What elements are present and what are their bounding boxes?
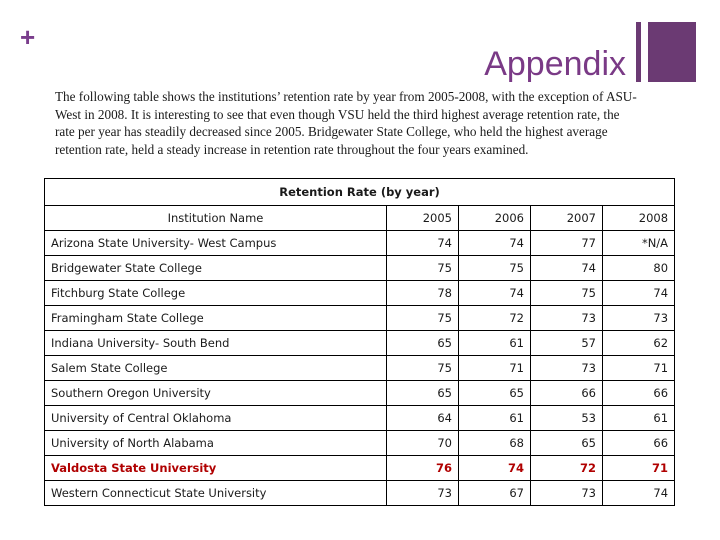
rate-cell: 80 <box>603 256 675 281</box>
rate-cell: 57 <box>531 331 603 356</box>
rate-cell: 65 <box>387 381 459 406</box>
rate-cell: 77 <box>531 231 603 256</box>
rate-cell: 74 <box>531 256 603 281</box>
rate-cell: 75 <box>459 256 531 281</box>
rate-cell: 75 <box>387 256 459 281</box>
rate-cell: 73 <box>531 481 603 506</box>
rate-cell: 66 <box>603 431 675 456</box>
table-row <box>45 481 675 506</box>
rate-cell: 53 <box>531 406 603 431</box>
rate-cell: 72 <box>531 456 603 481</box>
rate-cell: 73 <box>531 356 603 381</box>
retention-table <box>44 178 675 506</box>
table-row <box>45 406 675 431</box>
rate-cell: 74 <box>603 281 675 306</box>
rate-cell: 65 <box>387 331 459 356</box>
institution-name-cell: Arizona State University- West Campus <box>45 231 387 256</box>
rate-cell: 71 <box>603 356 675 381</box>
header-2008: 2008 <box>603 206 675 231</box>
rate-cell: 73 <box>531 306 603 331</box>
rate-cell: 71 <box>603 456 675 481</box>
header-2007: 2007 <box>531 206 603 231</box>
rate-cell: 78 <box>387 281 459 306</box>
slide-title: Appendix <box>484 45 626 83</box>
table-row <box>45 381 675 406</box>
table-row <box>45 456 675 481</box>
rate-cell: 66 <box>603 381 675 406</box>
table-row <box>45 306 675 331</box>
header-2005: 2005 <box>387 206 459 231</box>
institution-name-cell: Salem State College <box>45 356 387 381</box>
rate-cell: 70 <box>387 431 459 456</box>
table-row <box>45 281 675 306</box>
table-caption: Retention Rate (by year) <box>45 179 675 206</box>
table-row <box>45 231 675 256</box>
institution-name-cell: Fitchburg State College <box>45 281 387 306</box>
rate-cell: 61 <box>603 406 675 431</box>
table-row <box>45 431 675 456</box>
plus-icon: + <box>20 22 36 52</box>
rate-cell: 75 <box>387 306 459 331</box>
institution-name-cell: Southern Oregon University <box>45 381 387 406</box>
accent-bar-thin <box>636 22 641 82</box>
rate-cell: 61 <box>459 406 531 431</box>
institution-name-cell: University of Central Oklahoma <box>45 406 387 431</box>
rate-cell: 73 <box>603 306 675 331</box>
accent-bar-thick <box>648 22 696 82</box>
rate-cell: 74 <box>459 231 531 256</box>
rate-cell: 66 <box>531 381 603 406</box>
institution-name-cell: Western Connecticut State University <box>45 481 387 506</box>
rate-cell: *N/A <box>603 231 675 256</box>
institution-name-cell: Valdosta State University <box>45 456 387 481</box>
rate-cell: 73 <box>387 481 459 506</box>
caption-row <box>45 179 675 206</box>
rate-cell: 68 <box>459 431 531 456</box>
rate-cell: 64 <box>387 406 459 431</box>
rate-cell: 75 <box>387 356 459 381</box>
rate-cell: 62 <box>603 331 675 356</box>
table-row <box>45 256 675 281</box>
institution-name-cell: Indiana University- South Bend <box>45 331 387 356</box>
rate-cell: 72 <box>459 306 531 331</box>
rate-cell: 75 <box>531 281 603 306</box>
rate-cell: 67 <box>459 481 531 506</box>
rate-cell: 74 <box>387 231 459 256</box>
rate-cell: 74 <box>459 281 531 306</box>
table-row <box>45 331 675 356</box>
rate-cell: 74 <box>603 481 675 506</box>
rate-cell: 76 <box>387 456 459 481</box>
rate-cell: 65 <box>459 381 531 406</box>
header-institution: Institution Name <box>45 206 387 231</box>
rate-cell: 74 <box>459 456 531 481</box>
rate-cell: 61 <box>459 331 531 356</box>
header-2006: 2006 <box>459 206 531 231</box>
table-row <box>45 356 675 381</box>
rate-cell: 65 <box>531 431 603 456</box>
intro-paragraph: The following table shows the institutions’ retention rate by year from 2005-2008, with the exception of ASU-West in 2008. It is interesting to see that even though VSU held the third highest average retention rate, the rate per year has steadily decreased since 2005. Bridgewater State College, who held the highest average retention rate, held a steady increase in retention rate throughout the four years examined. <box>55 89 637 157</box>
rate-cell: 71 <box>459 356 531 381</box>
header-row <box>45 206 675 231</box>
institution-name-cell: Framingham State College <box>45 306 387 331</box>
institution-name-cell: University of North Alabama <box>45 431 387 456</box>
institution-name-cell: Bridgewater State College <box>45 256 387 281</box>
